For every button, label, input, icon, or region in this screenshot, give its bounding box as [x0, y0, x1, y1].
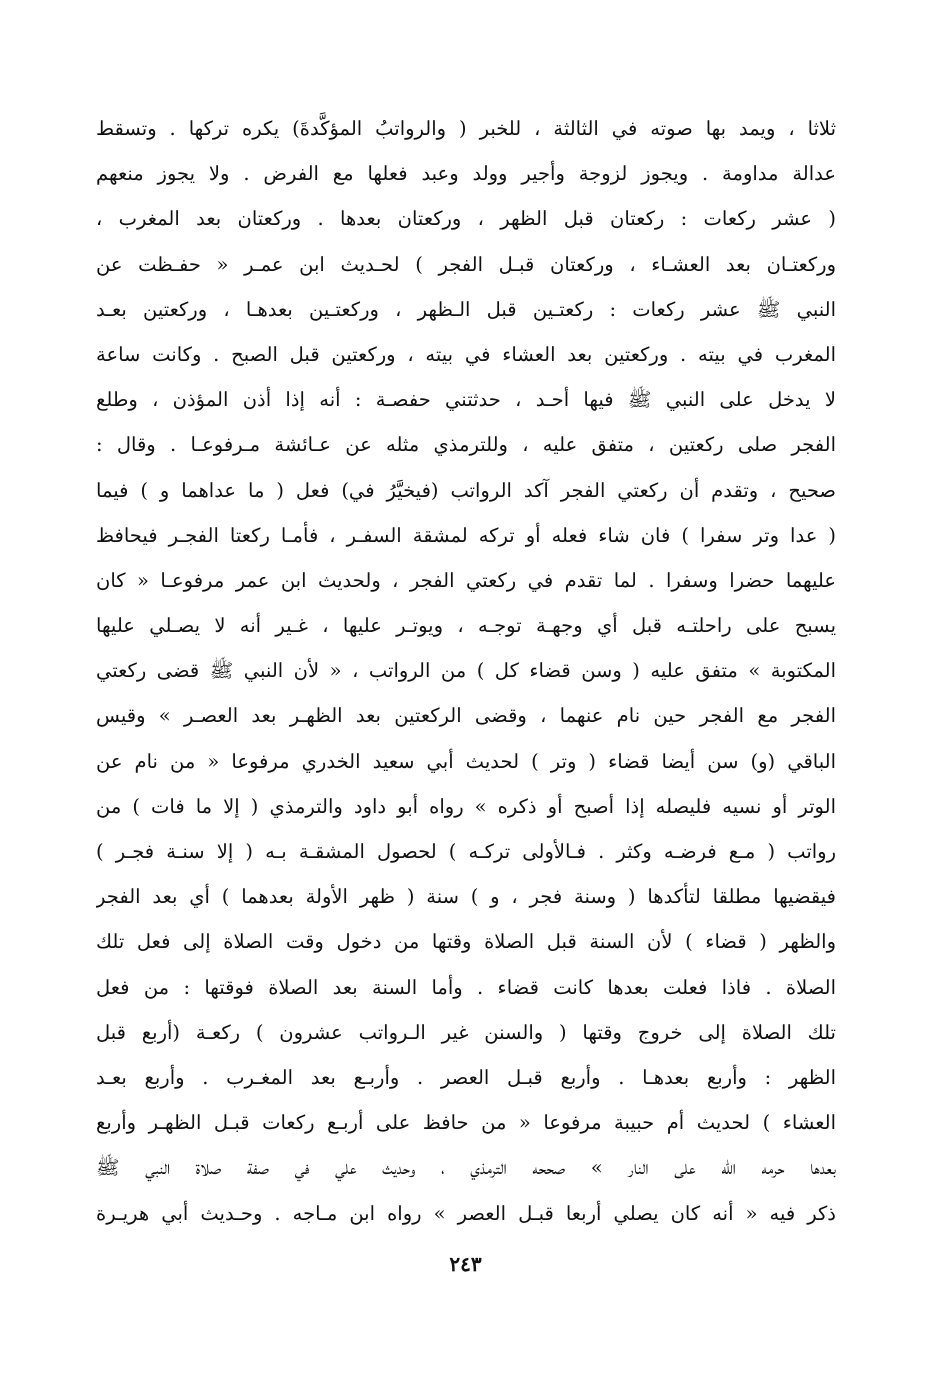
text-line: بعدها حرمه الله على النار » صححه الترمذي ، وحديث علي في صفة صلاة النبي ﷺ: [96, 1156, 836, 1180]
text-line: تلك الصلاة إلى خروج وقتها ( والسنن غير الـرواتب عشرون ) ركعـة (أربع قبل: [96, 1020, 836, 1044]
text-line: يسبح على راحلتـه قبل أي وجهـة توجـه ، ويوتـر عليها ، غـير أنه لا يصـلي عليها: [96, 614, 836, 638]
text-line: المكتوبة » متفق عليه ( وسن قضاء كل ) من الرواتب ، « لأن النبي ﷺ قضى ركعتي: [96, 659, 836, 683]
text-line: ذكر فيه « أنه كان يصلي أربعا قبـل العصر » رواه ابن مـاجه . وحـديث أبي هريـرة: [96, 1201, 836, 1225]
text-line: الوتر أو نسيه فليصله إذا أصبح أو ذكره » رواه أبو داود والترمذي ( إلا ما فات ) من: [96, 794, 836, 818]
text-line: ( عشر ركعات : ركعتان قبل الظهر ، وركعتان بعدها . وركعتان بعد المغرب ،: [96, 207, 836, 231]
text-line: الفجر مع الفجر حين نام عنهما ، وقضى الركعتين بعد الظهـر بعد العصـر » وقيس: [96, 704, 836, 728]
text-line: لا يدخل على النبي ﷺ فيها أحـد ، حدثتني حفصـة : أنه إذا أذن المؤذن ، وطلع: [96, 388, 836, 412]
page-body-text: [96, 106, 836, 1236]
text-line: فيقضيها مطلقا لتأكدها ( وسنة فجر ، و ) سنة ( ظهر الأولة بعدهما ) أي بعد الفجر: [96, 885, 836, 909]
text-line: النبي ﷺ عشر ركعات : ركعتـين قبل الـظهر ، وركعتـين بعدهـا ، وركعتين بعـد: [96, 297, 836, 321]
text-line: عدالة مداومة . ويجوز لزوجة وأجير وولد وعبد فعلها مع الفرض . ولا يجوز منعهم: [96, 162, 836, 186]
text-line: الصلاة . فاذا فعلت بعدها كانت قضاء . وأما السنة بعد الصلاة فوقتها : من فعل: [96, 975, 836, 999]
text-line: والظهر ( قضاء ) لأن السنة قبل الصلاة وقتها من دخول وقت الصلاة إلى فعل تلك: [96, 930, 836, 954]
text-line: المغرب في بيته . وركعتين بعد العشاء في بيته ، وركعتين قبل الصبح . وكانت ساعة: [96, 342, 836, 366]
text-line: وركعتـان بعد العشـاء ، وركعتان قبـل الفجر ) لحـديث ابن عمـر « حفـظت عن: [96, 252, 836, 276]
text-line: ( عدا وتر سفرا ) فان شاء فعله أو تركه لمشقة السفـر ، فأمـا ركعتا الفجـر فيحافظ: [96, 523, 836, 547]
text-line: الفجر صلى ركعتين ، متفق عليه ، وللترمذي مثله عن عـائشة مـرفوعـا . وقال :: [96, 433, 836, 457]
text-line: الظهر : وأربع بعدهـا . وأربع قبـل العصر . وأربـع بعد المغـرب . وأربع بعـد: [96, 1065, 836, 1089]
text-line: العشاء ) لحديث أم حبيبة مرفوعا « من حافظ على أربـع ركعات قبـل الظهـر وأربع: [96, 1111, 836, 1135]
text-line: الباقي (و) سن أيضا قضاء ( وتر ) لحديث أبي سعيد الخدري مرفوعا « من نام عن: [96, 749, 836, 773]
text-line: رواتب ( مـع فرضـه وكثر . فـالأولى تركـه ) لحصول المشقـة بـه ( إلا سنـة فجـر ): [96, 840, 836, 863]
page-number: ٢٤٣: [449, 1252, 482, 1276]
text-line: صحيح ، وتقدم أن ركعتي الفجر آكد الرواتب (فيخيَّرُ في) فعل ( ما عداهما و ) فيما: [96, 478, 836, 502]
text-line: عليهما حضرا وسفرا . لما تقدم في ركعتي الفجر ، ولحديث ابن عمر مرفوعـا « كان: [96, 568, 836, 592]
text-line: ثلاثا ، ويمد بها صوته في الثالثة ، للخبر ( والرواتبُ المؤكَّدةَ) يكره تركها . وتسقط: [96, 117, 836, 140]
